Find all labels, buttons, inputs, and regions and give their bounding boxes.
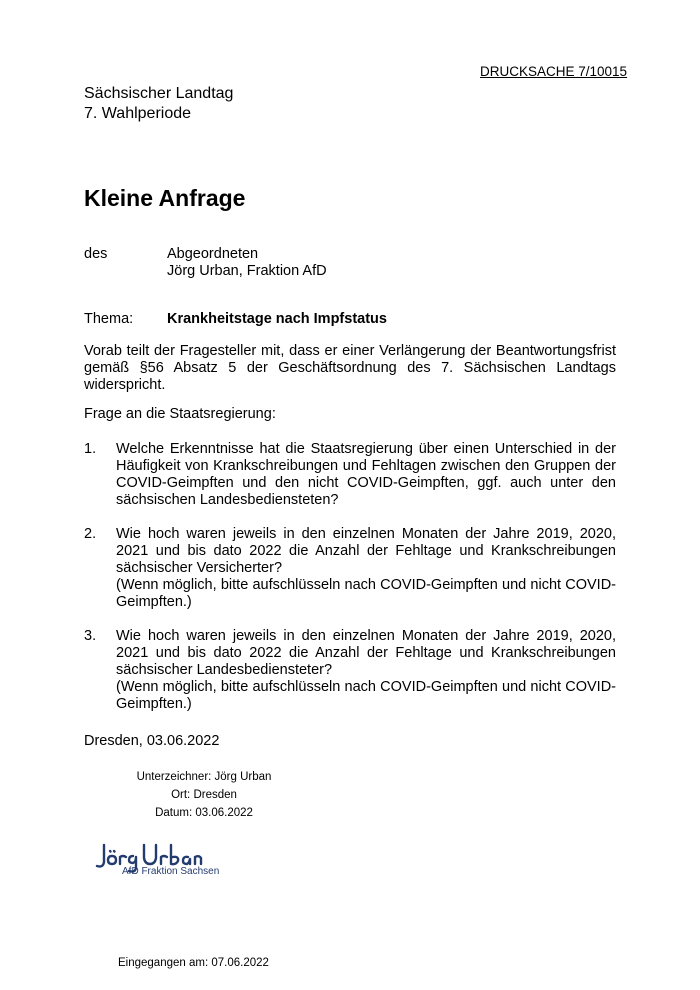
author-label: des [84,246,108,262]
signer-line: Unterzeichner: Jörg Urban [136,771,272,783]
question-intro: Frage an die Staatsregierung: [84,406,276,422]
author-block [84,246,327,280]
author-details [167,246,327,280]
parliament-name: Sächsischer Landtag [84,85,234,102]
question-list [84,441,616,713]
topic-label: Thema: [84,311,134,327]
question-text [116,526,616,611]
signature-metadata [84,768,324,822]
question-note: (Wenn möglich, bitte aufschlüsseln nach COVID-Geimpften und nicht COVID-Geimpften.) [116,679,616,712]
document-title: Kleine Anfrage [84,185,246,211]
author-name: Jörg Urban, Fraktion AfD [167,263,327,279]
parliament-header [84,84,233,124]
signature-date: Datum: 03.06.2022 [155,807,253,819]
question-number: 2. [84,526,97,542]
question-item [84,441,616,509]
topic-block [84,311,387,328]
handwritten-signature-icon [92,836,242,886]
question-text [116,628,616,713]
question-body: Wie hoch waren jeweils in den einzelnen Monaten der Jahre 2019, 2020, 2021 und bis dato 2022 die Anzahl der Fehltage und Krankschreibungen sächsischer Landesbediensteter? [116,628,616,678]
place-date: Dresden, 03.06.2022 [84,733,220,749]
question-body: Welche Erkenntnisse hat die Staatsregierung über einen Unterschied in der Häufigkeit von Krankschreibungen und Fehltagen zwischen den Gruppen der COVID-Geimpften und den nicht COVID-Geimpften, ggf. auch unter den sächsischen Landesbediensteten? [116,441,616,508]
question-item [84,526,616,611]
question-number: 1. [84,441,97,457]
question-item [84,628,616,713]
received-date: Eingegangen am: 07.06.2022 [118,957,269,969]
question-text [116,441,616,509]
drucksache-number: DRUCKSACHE 7/10015 [480,64,628,79]
preface-paragraph: Vorab teilt der Fragesteller mit, dass er einer Verlängerung der Beantwortungsfrist gemäß §56 Absatz 5 der Geschäftsordnung des 7. Sächsischen Landtags widerspricht. [84,343,616,393]
signature-logo-subtitle: AfD Fraktion Sachsen [122,866,220,877]
question-note: (Wenn möglich, bitte aufschlüsseln nach COVID-Geimpften und nicht COVID-Geimpften.) [116,577,616,610]
question-body: Wie hoch waren jeweils in den einzelnen Monaten der Jahre 2019, 2020, 2021 und bis dato 2022 die Anzahl der Fehltage und Krankschreibungen sächsischer Versicherter? [116,526,616,576]
signature-logo [92,836,242,886]
legislative-period: 7. Wahlperiode [84,105,192,122]
signature-place: Ort: Dresden [171,789,237,801]
question-number: 3. [84,628,97,644]
author-role: Abgeordneten [167,246,259,262]
topic-value: Krankheitstage nach Impfstatus [167,311,387,327]
